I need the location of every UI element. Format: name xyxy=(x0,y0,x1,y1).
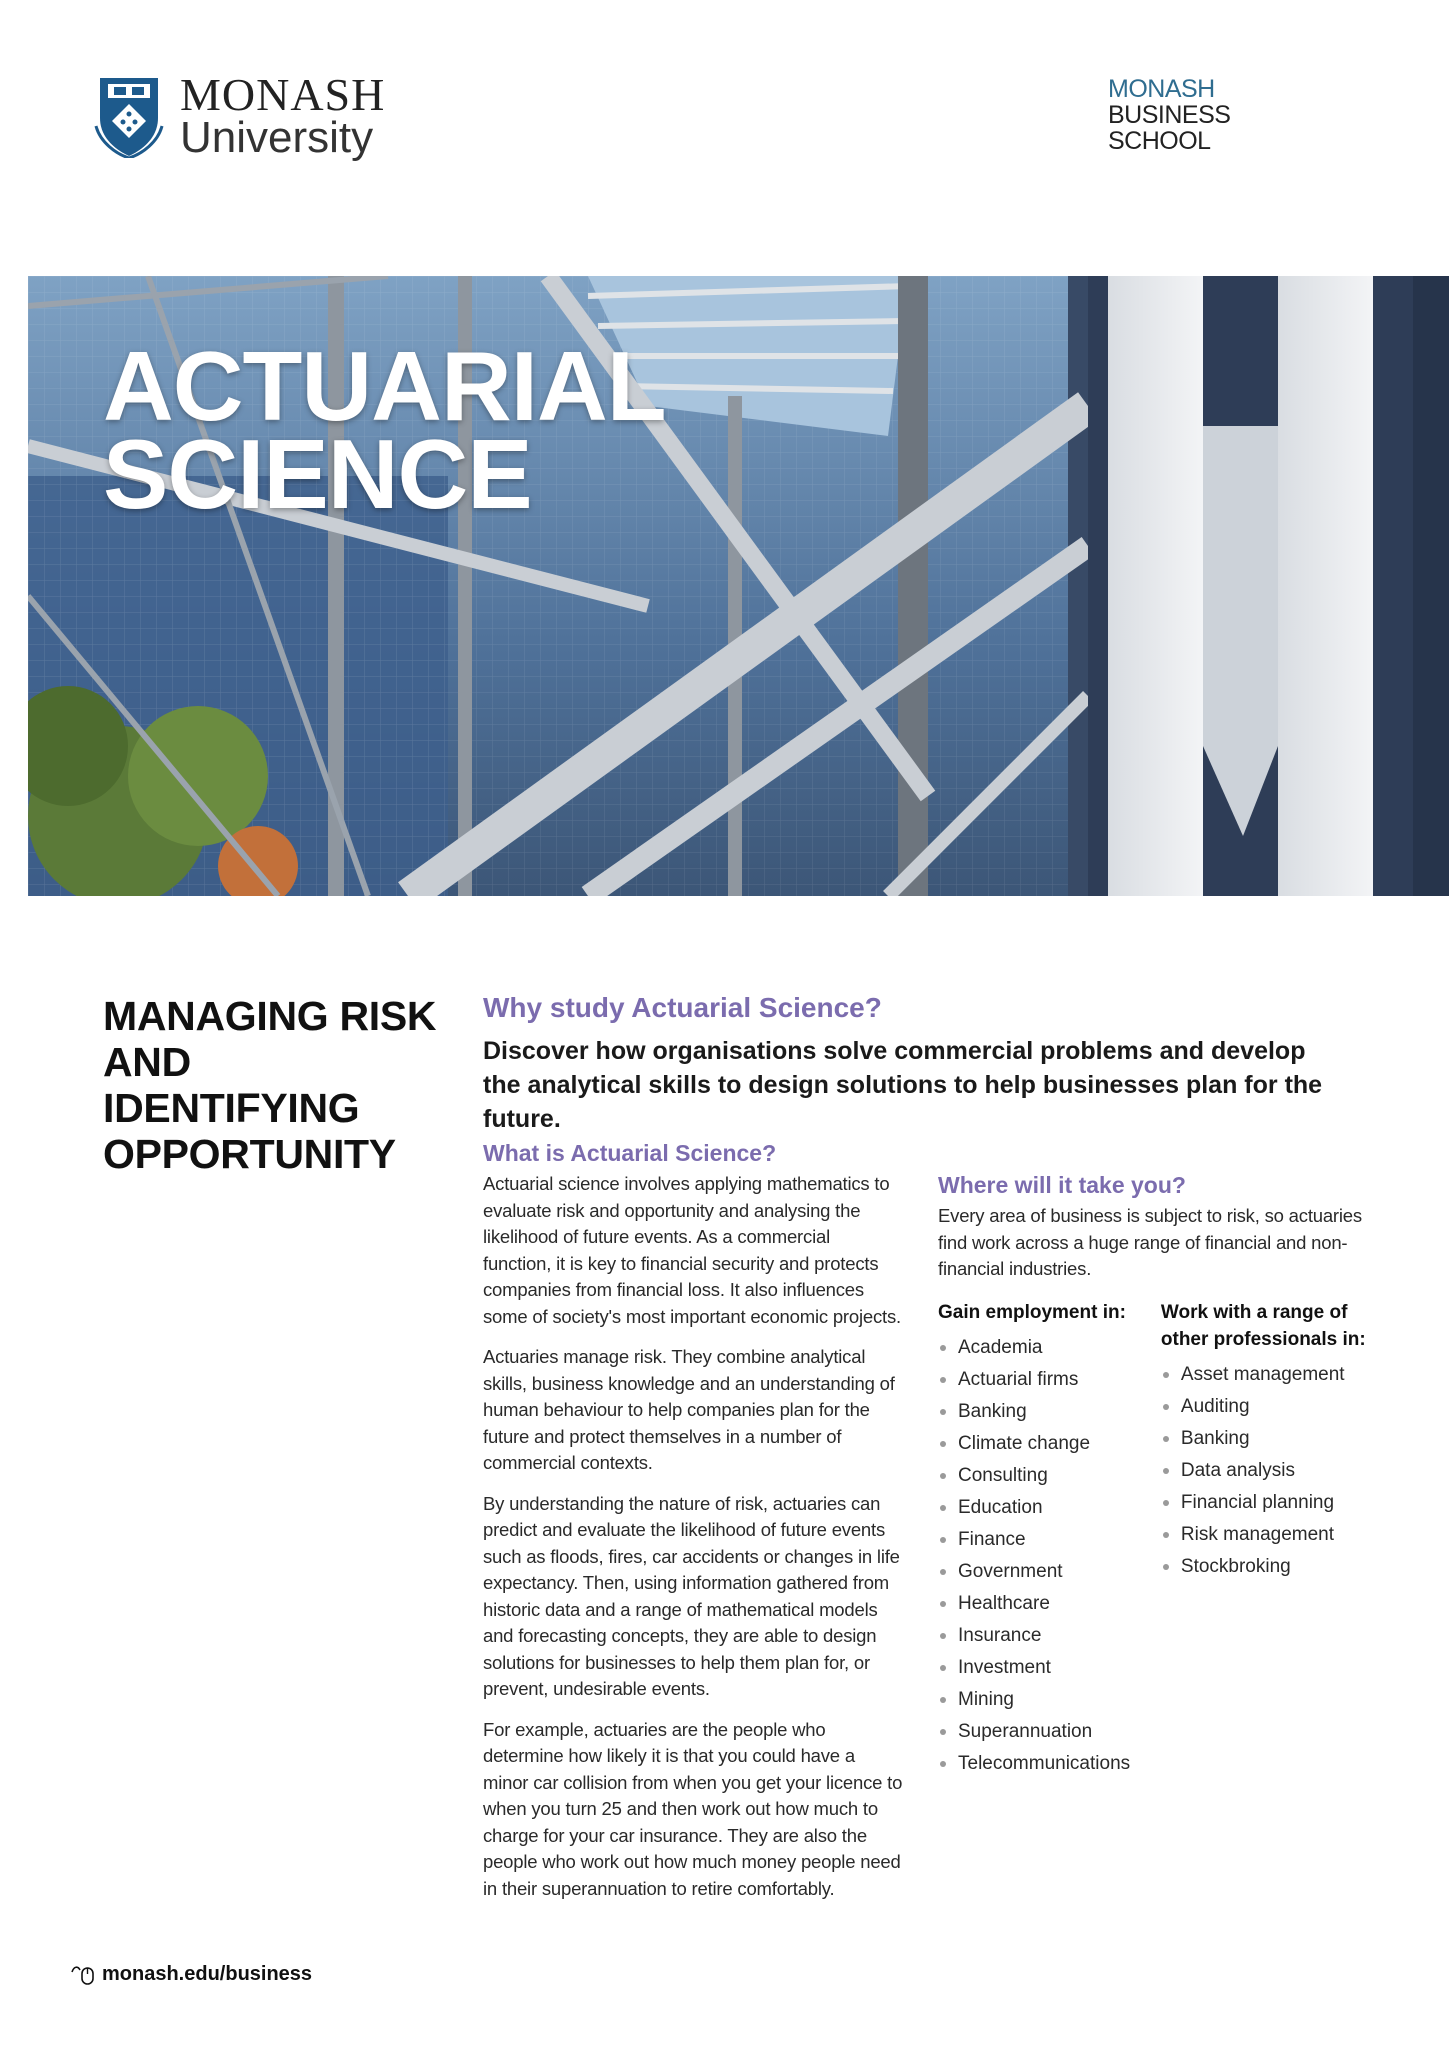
list-item: Superannuation xyxy=(938,1716,1161,1748)
list-item: Banking xyxy=(1161,1423,1368,1455)
where-text: Every area of business is subject to risk, so actuaries find work across a huge range of financial and non-financial industries. xyxy=(938,1205,1362,1279)
intro-text: Discover how organisations solve commercial problems and develop the analytical skills to design solutions to help businesses plan for the future. xyxy=(483,1037,1323,1133)
what-is-section xyxy=(483,1140,903,1916)
list-item: Government xyxy=(938,1556,1161,1588)
professionals-list xyxy=(1161,1359,1368,1583)
school-line1: MONASH xyxy=(1108,75,1215,103)
what-is-paragraph: For example, actuaries are the people who determine how likely it is that you could have a minor car collision from when you get your licence to when you turn 25 and then work out how much to charge for your car insurance. They are also the people who work out how much money people need in their superannuation to retire comfortably. xyxy=(483,1718,903,1899)
hero-title-line1: ACTUARIAL xyxy=(103,331,666,441)
list-item: Mining xyxy=(938,1684,1161,1716)
university-name-line2: University xyxy=(180,113,374,162)
list-item: Finance xyxy=(938,1524,1161,1556)
business-school-logo xyxy=(1108,76,1230,154)
list-item: Consulting xyxy=(938,1460,1161,1492)
why-study-title: Why study Actuarial Science? xyxy=(483,992,882,1023)
mouse-pointer-icon xyxy=(70,1962,96,1986)
what-is-paragraph: Actuarial science involves applying mathematics to evaluate risk and opportunity and analysing the likelihood of future events. As a commercial function, it is key to financial security and protects companies from financial loss. It also influences some of society's most important economic projects. xyxy=(483,1173,901,1327)
hero-title xyxy=(103,331,666,529)
school-line2: BUSINESS xyxy=(1108,101,1231,129)
what-is-title: What is Actuarial Science? xyxy=(483,1140,777,1166)
list-item: Climate change xyxy=(938,1428,1161,1460)
what-is-paragraph: By understanding the nature of risk, actuaries can predict and evaluate the likelihood of future events such as floods, fires, car accidents or changes in life expectancy. Then, using information gathered from historic data and a range of mathematical models and forecasting concepts, they are able to design solutions for businesses to help them plan for, or prevent, undesirable events. xyxy=(483,1492,900,1699)
list-item: Risk management xyxy=(1161,1519,1368,1551)
list-item: Financial planning xyxy=(1161,1487,1368,1519)
list-item: Insurance xyxy=(938,1620,1161,1652)
what-is-paragraph: Actuaries manage risk. They combine analytical skills, business knowledge and an understanding of human behaviour to help companies plan for the future and protect themselves in a number of commercial contexts. xyxy=(483,1346,895,1473)
where-section xyxy=(938,1172,1368,1780)
where-title: Where will it take you? xyxy=(938,1172,1186,1198)
monash-university-logo xyxy=(94,69,386,162)
list-item: Academia xyxy=(938,1332,1161,1364)
list-item: Data analysis xyxy=(1161,1455,1368,1487)
list-item: Auditing xyxy=(1161,1391,1368,1423)
list-item: Banking xyxy=(938,1396,1161,1428)
side-heading-line3: OPPORTUNITY xyxy=(103,1131,396,1177)
list-item: Education xyxy=(938,1492,1161,1524)
employment-list xyxy=(938,1332,1161,1780)
professionals-list-block xyxy=(1161,1299,1368,1780)
employment-list-block xyxy=(938,1299,1161,1780)
employment-heading: Gain employment in: xyxy=(938,1301,1126,1323)
side-heading xyxy=(103,993,443,1177)
school-line3: SCHOOL xyxy=(1108,127,1211,155)
list-item: Investment xyxy=(938,1652,1161,1684)
list-item: Stockbroking xyxy=(1161,1551,1368,1583)
list-item: Healthcare xyxy=(938,1588,1161,1620)
monash-crest-icon xyxy=(94,74,164,158)
university-name-line1: MONASH xyxy=(180,69,386,120)
list-item: Actuarial firms xyxy=(938,1364,1161,1396)
professionals-heading: Work with a range of other professionals in: xyxy=(1160,1301,1366,1350)
side-heading-line2: AND IDENTIFYING xyxy=(103,1039,360,1131)
hero-title-line2: SCIENCE xyxy=(103,419,532,529)
footer xyxy=(70,1962,312,1986)
hero-banner xyxy=(28,276,1449,896)
side-heading-line1: MANAGING RISK xyxy=(103,993,437,1039)
list-item: Asset management xyxy=(1161,1359,1368,1391)
website-link[interactable]: monash.edu/business xyxy=(102,1962,313,1985)
list-item: Telecommunications xyxy=(938,1748,1161,1780)
